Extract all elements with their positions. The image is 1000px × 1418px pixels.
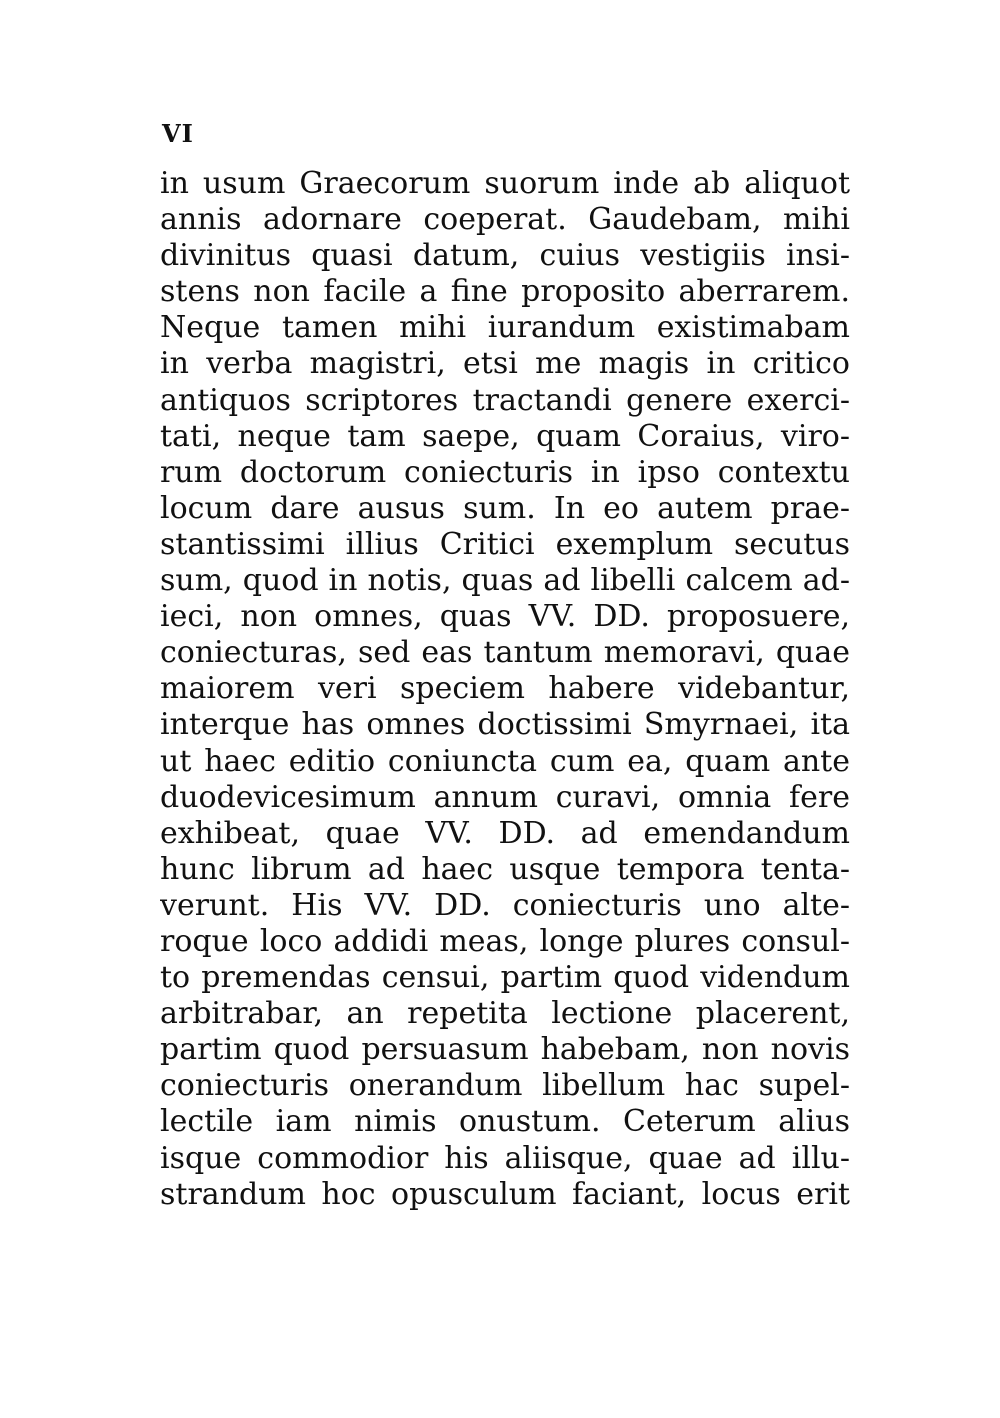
text-line: in verba magistri, etsi me magis in critico	[160, 346, 850, 382]
text-line: hunc librum ad haec usque tempora tenta-	[160, 851, 850, 887]
text-line: maiorem veri speciem habere videbantur,	[160, 671, 850, 707]
text-line: partim quod persuasum habebam, non novis	[160, 1032, 850, 1068]
text-line: strandum hoc opusculum faciant, locus erit	[160, 1176, 850, 1212]
text-line: antiquos scriptores tractandi genere exerci-	[160, 382, 850, 418]
text-line: coniecturas, sed eas tantum memoravi, quae	[160, 635, 850, 671]
text-line: Neque tamen mihi iurandum existimabam	[160, 310, 850, 346]
text-line: to premendas censui, partim quod videndum	[160, 960, 850, 996]
text-line: isque commodior his aliisque, quae ad illu-	[160, 1140, 850, 1176]
text-line: divinitus quasi datum, cuius vestigiis insi-	[160, 238, 850, 274]
text-line: stens non facile a fine proposito aberrarem.	[160, 274, 850, 310]
text-line: annis adornare coeperat. Gaudebam, mihi	[160, 202, 850, 238]
text-line: tati, neque tam saepe, quam Coraius, viro-	[160, 418, 850, 454]
text-line: in usum Graecorum suorum inde ab aliquot	[160, 166, 850, 201]
text-line: exhibeat, quae VV. DD. ad emendandum	[160, 815, 850, 851]
text-line: rum doctorum coniecturis in ipso contextu	[160, 454, 850, 490]
text-line: sum, quod in notis, quas ad libelli calcem ad-	[160, 563, 850, 599]
text-line: ieci, non omnes, quas VV. DD. proposuere,	[160, 599, 850, 635]
text-line: locum dare ausus sum. In eo autem prae-	[160, 490, 850, 526]
text-line: ut haec editio coniuncta cum ea, quam ante	[160, 743, 850, 779]
body-text	[160, 166, 850, 1213]
text-line: roque loco addidi meas, longe plures consul-	[160, 923, 850, 959]
page-number: VI	[162, 119, 194, 148]
text-line: lectile iam nimis onustum. Ceterum alius	[160, 1104, 850, 1140]
text-line: coniecturis onerandum libellum hac supel-	[160, 1068, 850, 1104]
text-line: verunt. His VV. DD. coniecturis uno alte-	[160, 887, 850, 923]
text-line: stantissimi illius Critici exemplum secutus	[160, 526, 850, 562]
text-line: duodevicesimum annum curavi, omnia fere	[160, 779, 850, 815]
text-line: interque has omnes doctissimi Smyrnaei, ita	[160, 707, 850, 743]
text-line: arbitrabar, an repetita lectione placerent,	[160, 996, 850, 1032]
